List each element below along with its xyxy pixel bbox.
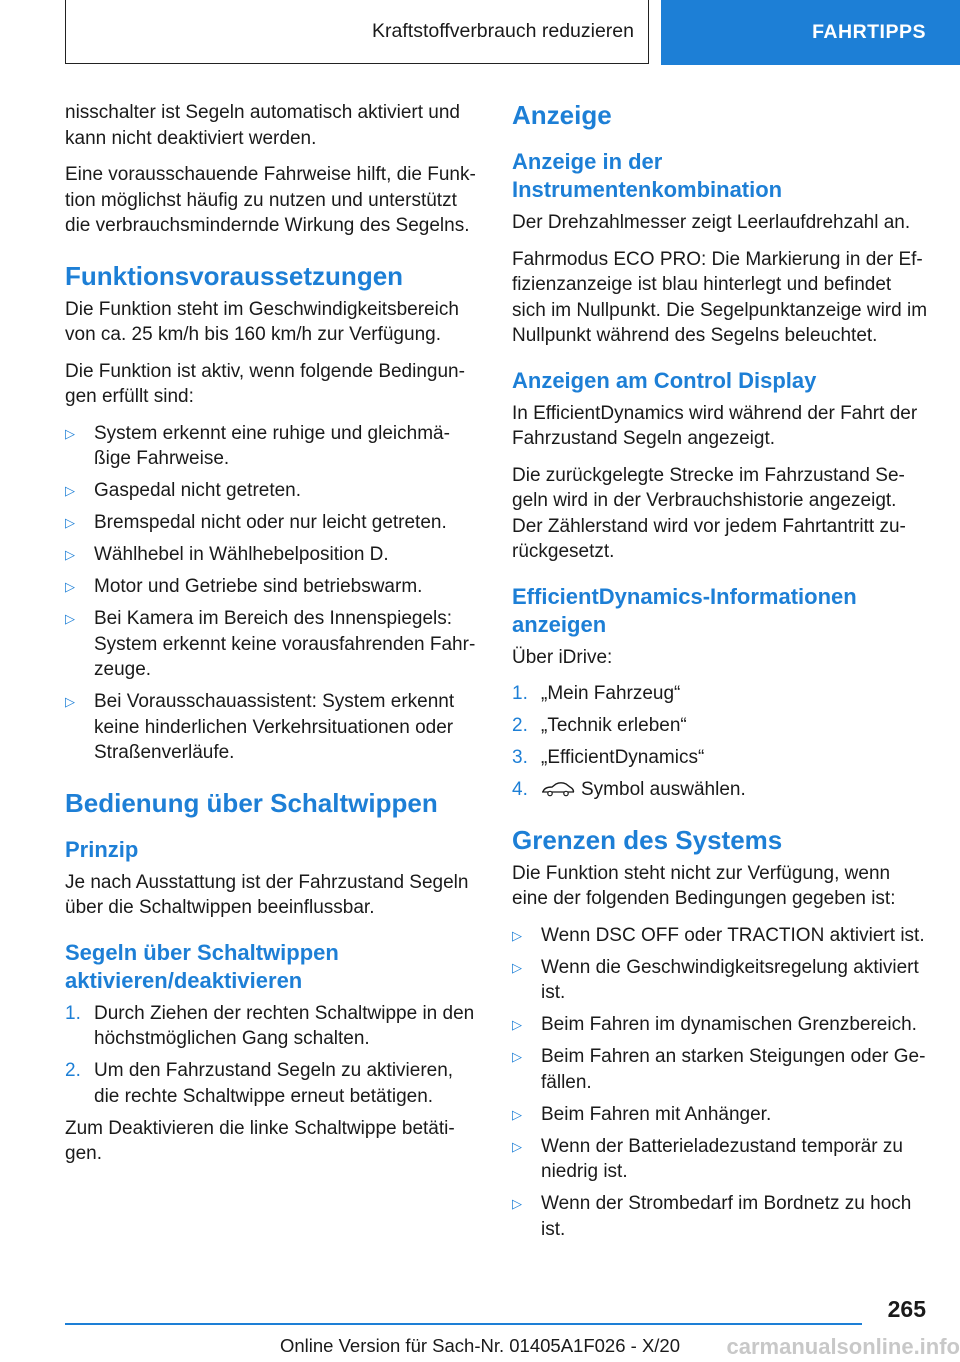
list-item: 1. Durch Ziehen der rechten Schaltwippe in den höchstmöglichen Gang schalten. [65, 1001, 480, 1052]
list-item: 4. Symbol auswählen. [512, 777, 930, 803]
step-number: 2. [512, 715, 528, 736]
paragraph: nisschalter ist Segeln automatisch aktiviert und kann nicht deaktiviert werden. [65, 102, 460, 149]
heading-prinzip: Prinzip [65, 836, 139, 862]
list-item: ▷ Bei Kamera im Bereich des Innenspiegels: System erkennt keine vorausfahrenden Fahrzeuge. [65, 606, 480, 683]
triangle-bullet-icon: ▷ [65, 425, 75, 441]
online-version-note: Online Version für Sach-Nr. 01405A1F026 - X/20 [279, 1335, 681, 1356]
triangle-bullet-icon: ▷ [512, 959, 522, 975]
paragraph: Die zurückgelegte Strecke im Fahrzustand Segeln wird in der Verbrauchshistorie angezeigt. Der Zählerstand wird vor jedem Fahrtantritt zurückgesetzt. [512, 464, 906, 562]
list-item: ▷ Wenn der Strombedarf im Bordnetz zu hoch ist. [512, 1191, 930, 1242]
right-column [512, 100, 930, 1249]
triangle-bullet-icon: ▷ [65, 515, 75, 530]
triangle-bullet-icon: ▷ [65, 694, 75, 709]
chapter-title: Kraftstoffverbrauch reduzieren [65, 0, 649, 64]
list-item: ▷ Beim Fahren an starken Steigungen oder Gefällen. [512, 1044, 930, 1095]
limits-list [512, 923, 930, 1243]
footer-divider [65, 1323, 862, 1325]
left-column [65, 100, 480, 1178]
step-number: 1. [65, 1002, 81, 1024]
triangle-bullet-icon: ▷ [65, 547, 75, 562]
triangle-bullet-icon: ▷ [512, 1106, 522, 1122]
idrive-steps-list [512, 681, 930, 803]
list-item: ▷ Wenn DSC OFF oder TRACTION aktiviert ist. [512, 923, 930, 949]
list-item: ▷ Gaspedal nicht getreten. [65, 478, 480, 504]
paragraph: Fahrmodus ECO PRO: Die Markierung in der Effizienzanzeige ist blau hinterlegt und befindet sich im Nullpunkt. Die Segelpunktanzeige wird im Nullpunkt während des Segelns beleuchtet. [512, 248, 928, 346]
section-label: FAHRTIPPS [661, 0, 960, 65]
heading-segeln-schaltwippen: Segeln über Schaltwippen aktivieren/deaktivieren [65, 939, 339, 993]
list-item: ▷ Bremspedal nicht oder nur leicht getreten. [65, 510, 480, 536]
triangle-bullet-icon: ▷ [512, 1017, 522, 1032]
paragraph: In EfficientDynamics wird während der Fahrt der Fahrzustand Segeln angezeigt. [512, 402, 918, 449]
heading-control-display: Anzeigen am Control Display [512, 367, 817, 393]
heading-instrumentenkombination: Anzeige in der Instrumentenkombination [512, 149, 783, 202]
watermark: carmanualsonline.info [726, 1334, 960, 1359]
page-number: 265 [887, 1296, 926, 1322]
triangle-bullet-icon: ▷ [512, 1049, 522, 1064]
list-item: ▷ Beim Fahren im dynamischen Grenzbereich. [512, 1012, 930, 1038]
triangle-bullet-icon: ▷ [65, 483, 75, 498]
step-number: 4. [512, 779, 528, 800]
paragraph: Die Funktion steht im Geschwindigkeitsbereich von ca. 25 km/h bis 160 km/h zur Verfügung. [65, 298, 459, 345]
heading-anzeige: Anzeige [512, 100, 612, 130]
paragraph: Der Drehzahlmesser zeigt Leerlaufdrehzahl an. [512, 212, 911, 233]
list-item: ▷ Bei Vorausschauassistent: System erkennt keine hinderlichen Verkehrsituationen oder Straßenverläufe. [65, 689, 480, 766]
triangle-bullet-icon: ▷ [65, 579, 75, 594]
conditions-list [65, 421, 480, 766]
triangle-bullet-icon: ▷ [512, 927, 522, 943]
list-item: ▷ Wenn die Geschwindigkeitsregelung aktiviert ist. [512, 955, 930, 1006]
paragraph: Die Funktion ist aktiv, wenn folgende Bedingungen erfüllt sind: [65, 360, 465, 407]
car-icon [541, 781, 575, 797]
list-item: 2. Um den Fahrzustand Segeln zu aktivieren, die rechte Schaltwippe erneut betätigen. [65, 1058, 480, 1109]
step-number: 3. [512, 747, 528, 768]
list-item: 1. „Mein Fahrzeug“ [512, 681, 930, 707]
list-item: ▷ Motor und Getriebe sind betriebswarm. [65, 574, 480, 600]
paragraph: Zum Deaktivieren die linke Schaltwippe betätigen. [65, 1117, 455, 1164]
heading-grenzen: Grenzen des Systems [512, 824, 783, 855]
list-item: ▷ Wählhebel in Wählhebelposition D. [65, 542, 480, 568]
paragraph: Über iDrive: [512, 646, 613, 668]
triangle-bullet-icon: ▷ [512, 1196, 522, 1211]
list-item: 2. „Technik erleben“ [512, 713, 930, 739]
paragraph: Die Funktion steht nicht zur Verfügung, wenn eine der folgenden Bedingungen gegeben ist: [512, 862, 896, 909]
step-number: 1. [512, 683, 528, 704]
heading-efficientdynamics: EfficientDynamics-Informationen anzeigen [512, 583, 857, 637]
step-number: 2. [65, 1060, 81, 1081]
list-item: 3. „EfficientDynamics“ [512, 745, 930, 771]
paragraph: Je nach Ausstattung ist der Fahrzustand Segeln über die Schaltwippen beeinflussbar. [65, 871, 469, 918]
triangle-bullet-icon: ▷ [512, 1138, 522, 1154]
heading-funktionsvoraussetzungen: Funktionsvoraussetzungen [65, 260, 404, 291]
triangle-bullet-icon: ▷ [65, 611, 75, 626]
paragraph: Eine vorausschauende Fahrweise hilft, die Funktion möglichst häufig zu nutzen und unterstützt die verbrauchsmindernde Wirkung des Segelns. [65, 164, 476, 236]
steps-list [65, 1001, 480, 1110]
page-header [0, 0, 960, 66]
list-item: ▷ Beim Fahren mit Anhänger. [512, 1102, 930, 1128]
heading-bedienung: Bedienung über Schaltwippen [65, 787, 438, 818]
list-item: ▷ Wenn der Batterieladezustand temporär zu niedrig ist. [512, 1134, 930, 1185]
list-item: ▷ System erkennt eine ruhige und gleichmäßige Fahrweise. [65, 421, 480, 472]
